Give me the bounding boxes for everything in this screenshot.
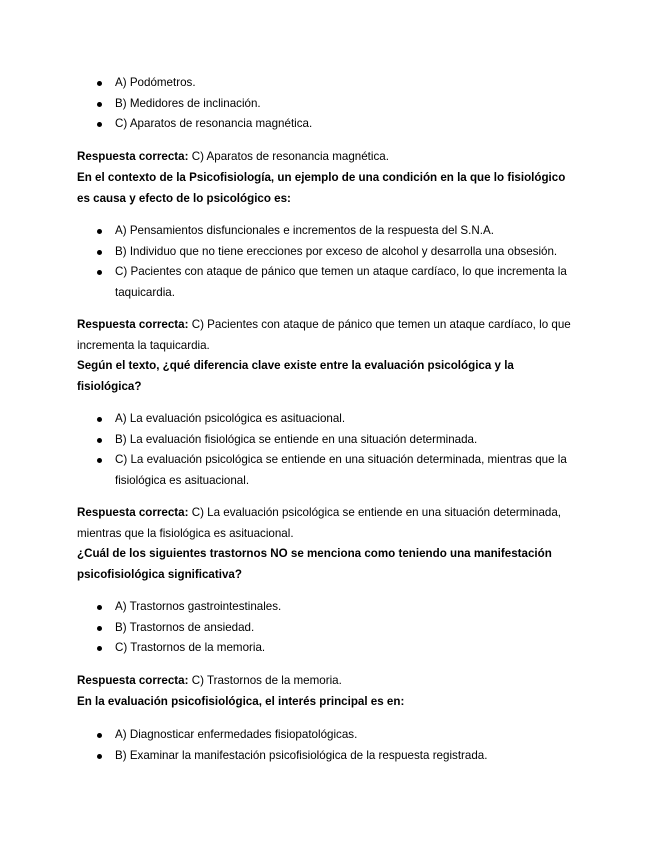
option-item: C) La evaluación psicológica se entiende en una situación determinada, mientras que la fisiológica es asituacional. bbox=[77, 450, 577, 491]
question-text: ¿Cuál de los siguientes trastornos NO se menciona como teniendo una manifestación psicofisiológica significativa? bbox=[77, 547, 552, 581]
option-item: A) Podómetros. bbox=[77, 73, 577, 94]
option-item: C) Aparatos de resonancia magnética. bbox=[77, 114, 577, 135]
option-item: A) Pensamientos disfuncionales e incrementos de la respuesta del S.N.A. bbox=[77, 221, 577, 242]
options-list bbox=[0, 221, 577, 303]
answer-label: Respuesta correcta: bbox=[77, 318, 189, 331]
option-item: B) Trastornos de ansiedad. bbox=[77, 618, 577, 639]
answer-text: C) La evaluación psicológica se entiende en una situación determinada, mientras que la fisiológica es asituacional. bbox=[77, 506, 562, 540]
answer-line bbox=[77, 503, 577, 544]
option-item: B) Examinar la manifestación psicofisiológica de la respuesta registrada. bbox=[77, 746, 577, 767]
option-item: C) Trastornos de la memoria. bbox=[77, 638, 577, 659]
option-item: B) La evaluación fisiológica se entiende en una situación determinada. bbox=[77, 430, 577, 451]
option-item: A) Diagnosticar enfermedades fisiopatológicas. bbox=[77, 725, 577, 746]
option-item: A) Trastornos gastrointestinales. bbox=[77, 597, 577, 618]
answer-line bbox=[77, 147, 577, 168]
option-item: B) Medidores de inclinación. bbox=[77, 94, 577, 115]
question-text: Según el texto, ¿qué diferencia clave existe entre la evaluación psicológica y la fisiológica? bbox=[77, 359, 514, 393]
option-item: C) Pacientes con ataque de pánico que temen un ataque cardíaco, lo que incrementa la taquicardia. bbox=[77, 262, 577, 303]
answer-text: C) Aparatos de resonancia magnética. bbox=[191, 150, 389, 163]
options-list bbox=[0, 73, 577, 135]
answer-label: Respuesta correcta: bbox=[77, 506, 189, 519]
options-list bbox=[0, 725, 577, 766]
options-list bbox=[0, 597, 577, 659]
answer-text: C) Trastornos de la memoria. bbox=[191, 674, 342, 687]
question-text: En el contexto de la Psicofisiología, un ejemplo de una condición en la que lo fisiológico es causa y efecto de lo psicológico es: bbox=[77, 171, 566, 205]
answer-label: Respuesta correcta: bbox=[77, 150, 189, 163]
question-text: En la evaluación psicofisiológica, el interés principal es en: bbox=[77, 695, 405, 708]
answer-text: C) Pacientes con ataque de pánico que temen un ataque cardíaco, lo que incrementa la taquicardia. bbox=[77, 318, 571, 352]
answer-line bbox=[77, 671, 577, 692]
options-list bbox=[0, 409, 577, 491]
option-item: A) La evaluación psicológica es asituacional. bbox=[77, 409, 577, 430]
option-item: B) Individuo que no tiene erecciones por exceso de alcohol y desarrolla una obsesión. bbox=[77, 242, 577, 263]
answer-label: Respuesta correcta: bbox=[77, 674, 189, 687]
answer-line bbox=[77, 315, 577, 356]
